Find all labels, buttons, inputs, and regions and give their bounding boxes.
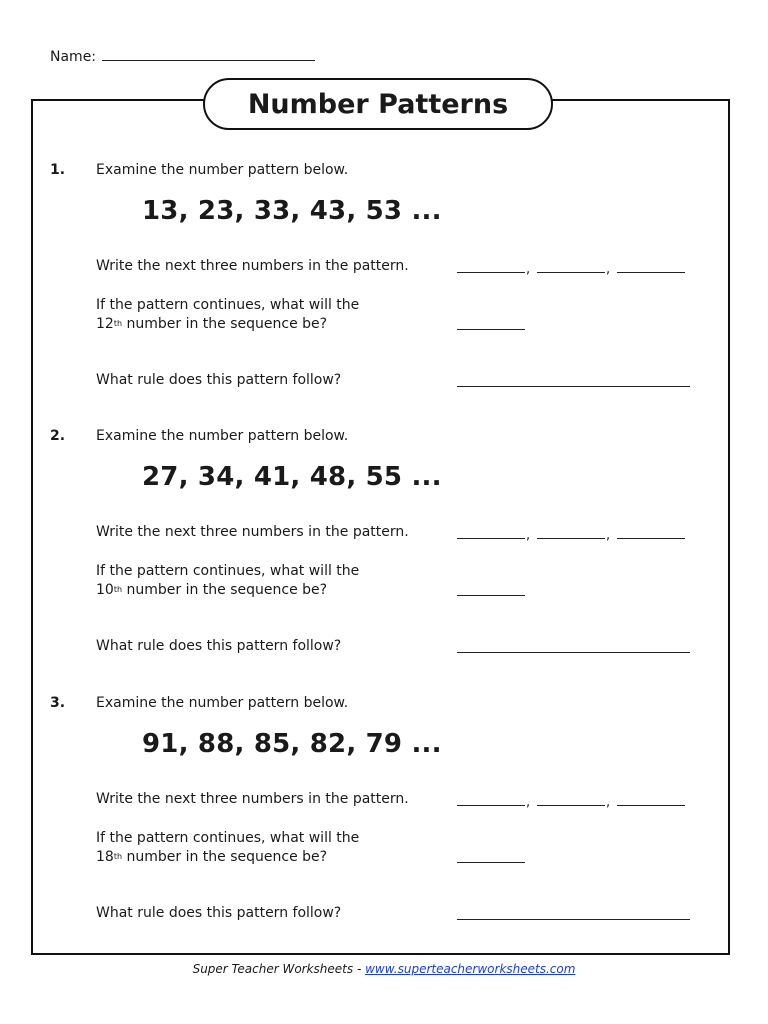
question-intro: Examine the number pattern below.: [96, 695, 349, 711]
question-number: 2.: [50, 428, 66, 444]
answer-blank[interactable]: [457, 538, 525, 539]
page-title: Number Patterns: [247, 88, 509, 120]
name-blank[interactable]: [102, 48, 315, 61]
number-sequence: 91, 88, 85, 82, 79 ...: [142, 729, 442, 759]
question-number: 1.: [50, 162, 66, 178]
answer-blank[interactable]: [457, 329, 525, 330]
answer-blank[interactable]: [457, 862, 525, 863]
number-sequence: 27, 34, 41, 48, 55 ...: [142, 462, 442, 492]
answer-blank[interactable]: [457, 919, 690, 920]
nth-term-prompt: If the pattern continues, what will the 12th number in the sequence be?: [96, 297, 360, 332]
nth-term-prompt: If the pattern continues, what will the 10th number in the sequence be?: [96, 563, 360, 598]
name-field: [50, 48, 315, 65]
question-intro: Examine the number pattern below.: [96, 428, 349, 444]
answer-blank[interactable]: [457, 272, 525, 273]
nth-term-prompt: If the pattern continues, what will the 18th number in the sequence be?: [96, 830, 360, 865]
answer-blank[interactable]: [537, 538, 605, 539]
footer-link[interactable]: www.superteacherworksheets.com: [365, 962, 576, 976]
next-three-prompt: Write the next three numbers in the pattern.: [96, 791, 409, 807]
number-sequence: 13, 23, 33, 43, 53 ...: [142, 196, 442, 226]
name-label: Name:: [50, 49, 97, 65]
answer-blank[interactable]: [457, 595, 525, 596]
answer-blank[interactable]: [617, 272, 685, 273]
footer: Super Teacher Worksheets - www.superteacherworksheets.com: [192, 962, 576, 976]
next-three-prompt: Write the next three numbers in the pattern.: [96, 524, 409, 540]
answer-blank[interactable]: [457, 386, 690, 387]
rule-prompt: What rule does this pattern follow?: [96, 905, 342, 921]
footer-brand: Super Teacher Worksheets: [192, 962, 354, 976]
question-number: 3.: [50, 695, 66, 711]
answer-blank[interactable]: [537, 805, 605, 806]
answer-blank[interactable]: [617, 538, 685, 539]
answer-blank[interactable]: [537, 272, 605, 273]
title-banner: [203, 78, 553, 130]
answer-blank[interactable]: [457, 652, 690, 653]
rule-prompt: What rule does this pattern follow?: [96, 372, 342, 388]
answer-blank[interactable]: [617, 805, 685, 806]
next-three-prompt: Write the next three numbers in the pattern.: [96, 258, 409, 274]
rule-prompt: What rule does this pattern follow?: [96, 638, 342, 654]
answer-blank[interactable]: [457, 805, 525, 806]
question-intro: Examine the number pattern below.: [96, 162, 349, 178]
